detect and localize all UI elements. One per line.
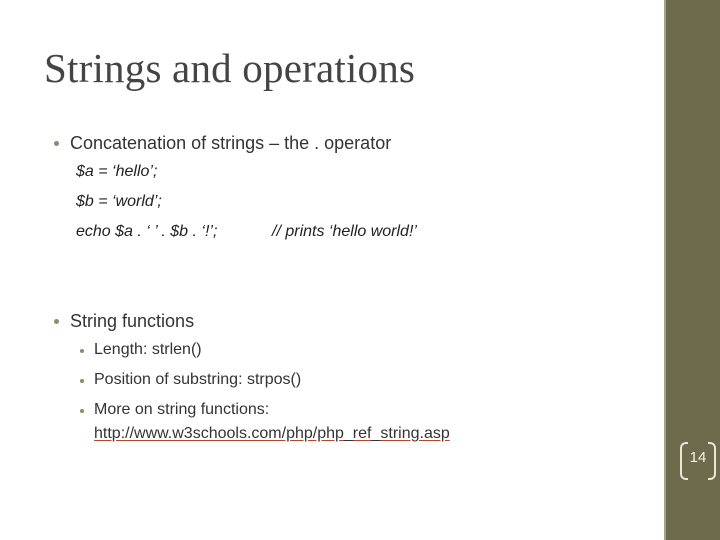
sub-bullet-dot <box>80 409 84 413</box>
page-number-badge <box>680 442 716 476</box>
bullet-concatenation: Concatenation of strings – the . operator <box>70 133 392 153</box>
code-comment: // prints ‘hello world!’ <box>272 223 417 240</box>
sub-bullet-dot <box>80 349 84 353</box>
bullet-dot <box>54 319 59 324</box>
bullet-dot <box>54 141 59 146</box>
code-line-2: $b = ‘world’; <box>76 193 162 210</box>
sub-item-more: More on string functions: <box>94 401 270 418</box>
code-line-1: $a = ‘hello’; <box>76 163 158 180</box>
code-line-3: echo $a . ‘ ’ . $b . ‘!’; <box>76 223 218 240</box>
sub-bullet-dot <box>80 379 84 383</box>
sub-item-strpos: Position of substring: strpos() <box>94 371 302 388</box>
sub-item-strlen: Length: strlen() <box>94 341 202 358</box>
bullet-string-functions: String functions <box>70 311 195 331</box>
w3schools-link[interactable]: http://www.w3schools.com/php/php_ref_string.asp <box>94 425 450 442</box>
slide-title: Strings and operations <box>44 45 416 91</box>
page-number: 14 <box>689 449 707 466</box>
